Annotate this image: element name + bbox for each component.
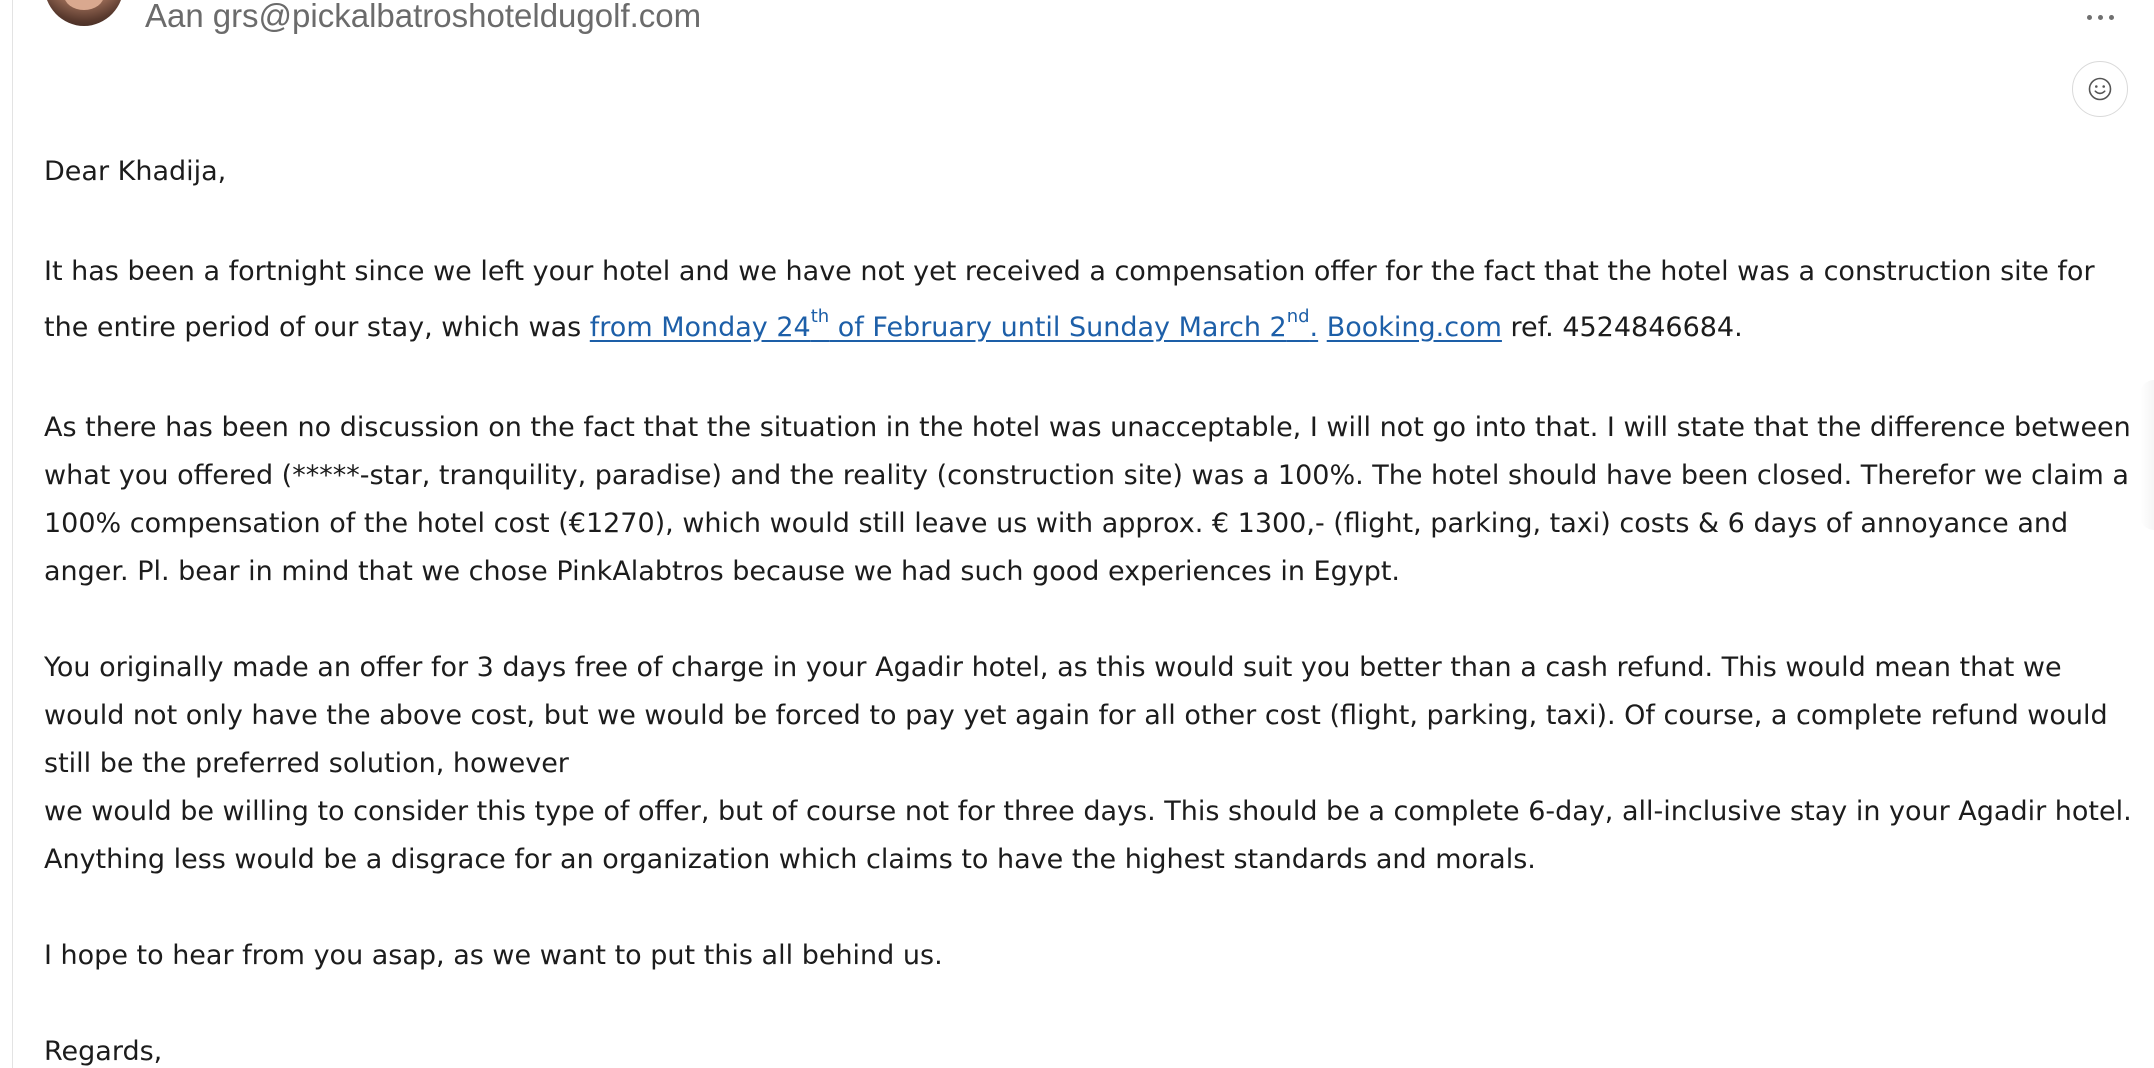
booking-com-link[interactable]: Booking.com (1326, 312, 1502, 343)
ordinal-nd: nd (1286, 306, 1310, 327)
stay-dates-link[interactable]: from Monday 24th of February until Sunday March 2nd. (589, 306, 1319, 343)
email-closing: Regards, (44, 1036, 163, 1067)
more-horizontal-icon (2087, 15, 2092, 20)
email-paragraph-3a: You originally made an offer for 3 days free of charge in your Agadir hotel, as this would suit you better than a cash refund. This would mean that we would not only have the above cost, but we would be forced to pay yet again for all other cost (flight, parking, taxi). Of course, a complete refund would still be the preferred solution, however (44, 652, 2108, 779)
p1-text-after: ref. 4524846684. (1501, 312, 1743, 343)
add-reaction-button[interactable] (2072, 61, 2128, 117)
scroll-edge-shadow (2140, 380, 2154, 530)
message-header (0, 0, 2154, 60)
email-body (44, 148, 2134, 1068)
email-greeting: Dear Khadija, (44, 156, 227, 187)
to-label: Aan (145, 0, 204, 34)
p1-space (1318, 312, 1327, 343)
more-horizontal-icon-dot (2098, 15, 2103, 20)
avatar-face (64, 0, 104, 10)
email-paragraph-2: As there has been no discussion on the fact that the situation in the hotel was unacceptable, I will not go into that. I will state that the difference between what you offered (*****-star, tranquility, paradise) and the reality (construction site) was a 100%. The hotel should have been closed. Therefor we claim a 100% compensation of the hotel cost (€1270), which would still leave us with approx. € 1300,- (flight, parking, taxi) costs & 6 days of annoyance and anger. Pl. bear in mind that we chose PinkAlabtros because we had such good experiences in Egypt. (44, 412, 2131, 587)
email-paragraph-4: I hope to hear from you asap, as we want to put this all behind us. (44, 940, 943, 971)
more-options-button[interactable] (2078, 0, 2122, 34)
more-horizontal-icon-dot (2109, 15, 2114, 20)
ordinal-th: th (810, 306, 830, 327)
reading-pane-border (12, 0, 13, 1068)
email-paragraph-1 (44, 244, 2134, 356)
sender-avatar[interactable] (44, 0, 124, 26)
recipient-line (145, 0, 701, 34)
smiley-icon (2087, 76, 2113, 102)
recipient-email[interactable]: grs@pickalbatroshoteldugolf.com (212, 0, 702, 34)
email-paragraph-3b: we would be willing to consider this type of offer, but of course not for three days. This should be a complete 6-day, all-inclusive stay in your Agadir hotel. Anything less would be a disgrace for an organization which claims to have the highest standards and morals. (44, 796, 2132, 875)
p1-text-before: It has been a fortnight since we left your hotel and we have not yet received a compensation offer for the fact that the hotel was a construction site for the entire period of our stay, which was (44, 256, 2095, 343)
